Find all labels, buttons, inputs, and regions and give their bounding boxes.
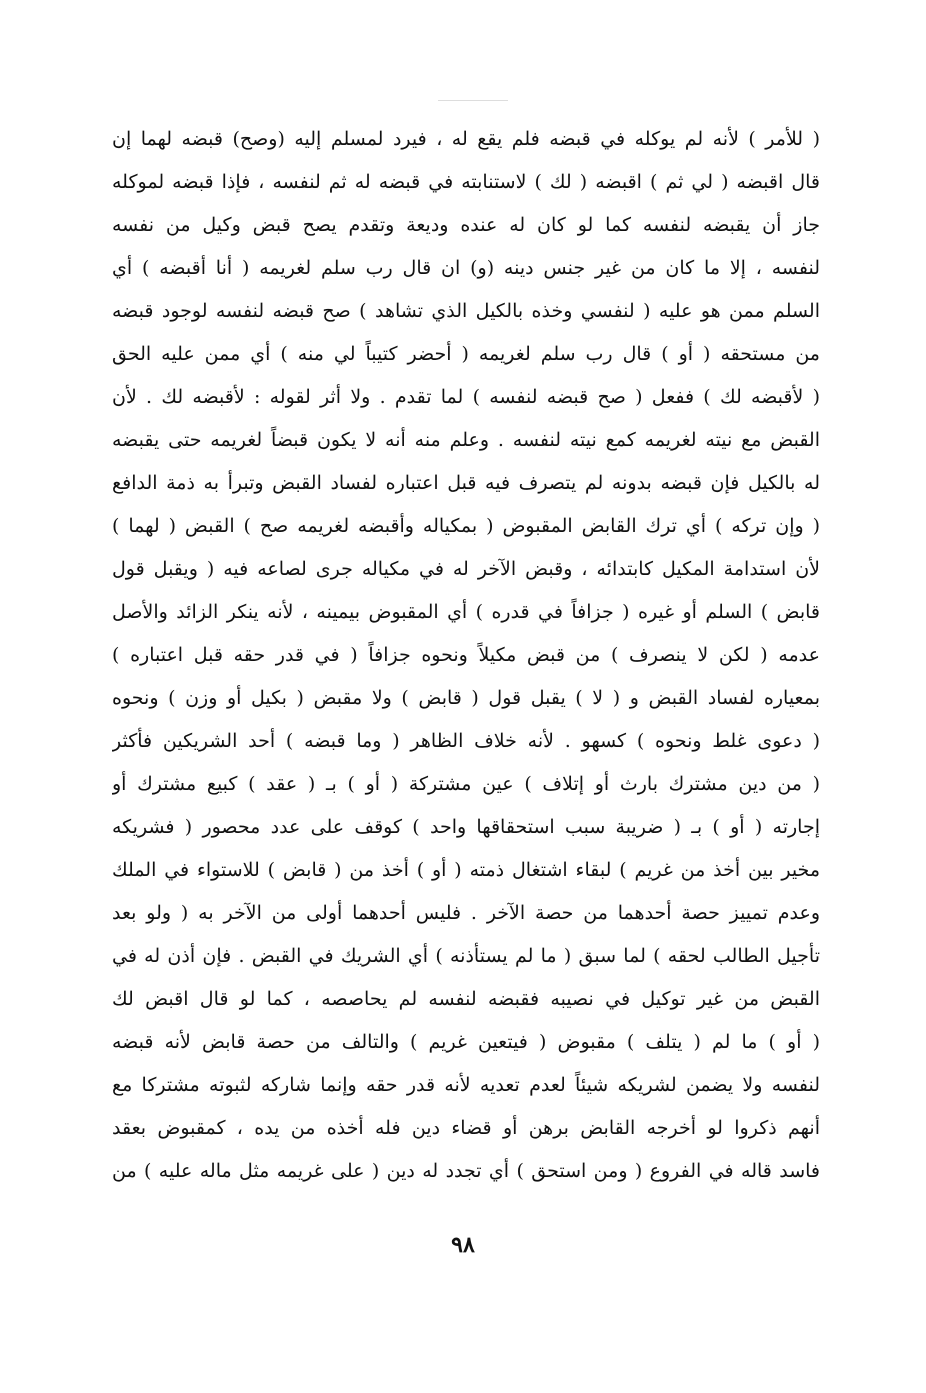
- body-text: [112, 118, 820, 1193]
- text-line-8: القبض مع نيته لغريمه كمع نيته لنفسه . وعلم منه أنه لا يكون قبضاً لغريمه حتى يقبضه: [112, 429, 820, 451]
- text-line-4: لنفسه ، إلا ما كان من غير جنس دينه (و) ان قال رب سلم لغريمه ( أنا أقبضه ) أي: [112, 257, 820, 279]
- page-number: ٩٨: [451, 1232, 475, 1258]
- text-line-5: السلم ممن هو عليه ( لنفسي وخذه بالكيل الذي تشاهد ) صح قبضه لنفسه لوجود قبضه: [112, 300, 820, 322]
- text-line-12: قابض ) السلم أو غيره ( جزافاً في قدره ) أي المقبوض بيمينه ، لأنه ينكر الزائد والأصل: [112, 601, 820, 623]
- text-line-14: بمعياره لفساد القبض و ( لا ) يقبل قول ( قابض ) ولا مقبض ( بكيل أو وزن ) ونحوه: [112, 687, 820, 709]
- text-line-23: لنفسه ولا يضمن لشريكه شيئاً لعدم تعديه لأنه قدر حقه وإنما شاركه لثبوته مشتركا مع: [112, 1074, 820, 1096]
- text-line-2: قال اقبضه ( لي ثم ) اقبضه ( لك ) لاستنابته في قبضه له ثم لنفسه ، فإذا قبضه لموكله: [112, 171, 820, 193]
- text-line-3: جاز أن يقبضه لنفسه كما لو كان له عنده وديعة وتقدم يصح قبض وكيل من نفسه: [112, 214, 820, 236]
- text-line-10: ( وإن تركه ) أي ترك القابض المقبوض ( بمكياله وأقبضه لغريمه صح ) القبض ( لهما ): [112, 515, 820, 537]
- text-line-19: وعدم تمييز حصة أحدهما من حصة الآخر . فليس أحدهما أولى من الآخر به ( ولو بعد: [112, 902, 820, 924]
- text-line-15: ( دعوى غلط ونحوه ) كسهو . لأنه خلاف الظاهر ( وما قبضه ) أحد الشريكين فأكثر: [112, 730, 820, 752]
- text-line-13: عدمه ( لكن لا ينصرف ) من قبض مكيلاً ونحوه جزافاً ( في قدر حقه قبل اعتباره ): [112, 644, 820, 666]
- top-divider: [438, 100, 508, 101]
- text-line-18: مخير بين أخذ من غريم ) لبقاء اشتغال ذمته ( أو ) أخذ من ( قابض ) للاستواء في الملك: [112, 859, 820, 881]
- text-line-6: من مستحقه ( أو ) قال رب سلم لغريمه ( أحضر كتيباً لي منه ) أي ممن عليه الحق: [112, 343, 820, 365]
- text-line-22: ( أو ) ما لم ( يتلف ) مقبوض ( فيتعين غريم ) والتالف من حصة قابض لأنه قبضه: [112, 1031, 820, 1053]
- text-line-20: تأجيل الطالب لحقه ) لما سبق ( ما لم يستأذنه ) أي الشريك في القبض . فإن أذن له في: [112, 945, 820, 967]
- text-line-21: القبض من غير توكيل في نصيبه فقبضه لنفسه لم يحاصصه ، كما لو قال اقبض لك: [112, 988, 820, 1010]
- text-line-25: فاسد قاله في الفروع ( ومن استحق ) أي تجدد له دين ( على غريمه مثل ماله عليه ) من: [112, 1160, 820, 1182]
- text-line-9: له بالكيل فإن قبضه بدونه لم يتصرف فيه قبل اعتباره لفساد القبض وتبرأ به ذمة الدافع: [112, 472, 820, 494]
- text-line-7: ( لأقبضه لك ) ففعل ( صح قبضه لنفسه ) لما تقدم . ولا أثر لقوله : لأقبضه لك . لأن: [112, 386, 820, 408]
- text-line-11: لأن استدامة المكيل كابتدائه ، وقبض الآخر له في مكياله جرى لصاعه فيه ( ويقبل قول: [112, 558, 820, 580]
- text-line-24: أنهم ذكروا لو أخرجه القابض برهن أو قضاء دين فله أخذه من يده ، كمقبوض بعقد: [112, 1117, 820, 1139]
- text-line-17: إجارته ( أو ) بـ ( ضريبة سبب استحقاقها واحد ) كوقف على عدد محصور ( فشريكه: [112, 816, 820, 838]
- text-line-1: ( للأمر ) لأنه لم يوكله في قبضه فلم يقع له ، فيرد لمسلم إليه (وصح) قبضه لهما إن: [112, 128, 820, 150]
- text-line-16: ( من دين مشترك بارث أو إتلاف ) عين مشتركة ( أو ) بـ ( عقد ) كبيع مشترك أو: [112, 773, 820, 795]
